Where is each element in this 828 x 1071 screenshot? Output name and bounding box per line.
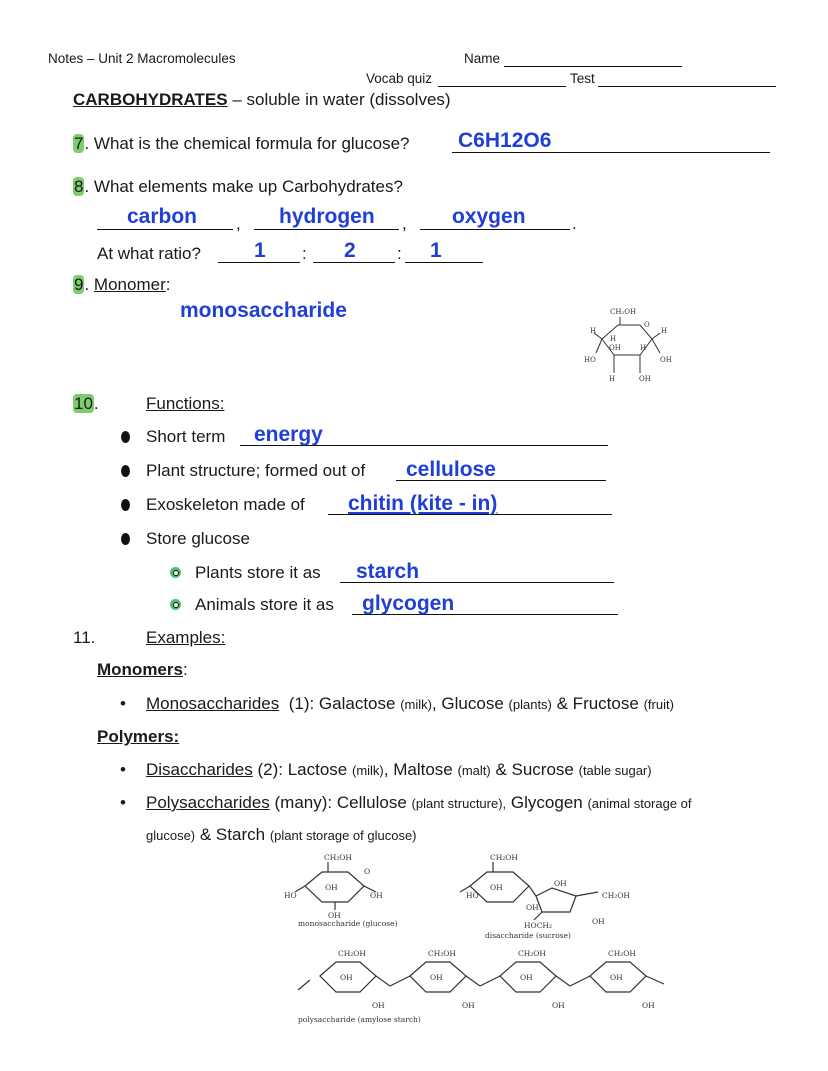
q9-label: Monomer: [93, 275, 166, 294]
sub-bullet-icon: [170, 599, 181, 610]
bullet-icon: •: [120, 694, 126, 713]
q8-number: 8: [74, 177, 84, 196]
disaccharides-line: Disaccharides (2): Lactose (milk), Maltose (malt) & Sucrose (table sugar): [146, 760, 652, 779]
glucose-oh-2: OH: [370, 891, 383, 900]
starch-oh-5: OH: [372, 1001, 385, 1010]
notes-title: Notes – Unit 2 Macromolecules: [48, 51, 236, 66]
q8-blank-2: [254, 229, 399, 230]
name-label: Name: [464, 51, 501, 66]
starch-ch2oh-3: CH₂OH: [518, 949, 546, 958]
sucrose-oh-3: OH: [526, 903, 539, 912]
glucose-oh-3: OH: [328, 911, 341, 920]
sucrose-caption: disaccharide (sucrose): [485, 931, 571, 940]
ring-o: O: [644, 321, 650, 329]
starch-ch2oh-1: CH₂OH: [338, 949, 366, 958]
store-glucose-label: Store glucose: [146, 529, 250, 548]
ring-oh-3: OH: [639, 375, 651, 383]
starch-oh-8: OH: [642, 1001, 655, 1010]
q10-label: Functions:: [146, 394, 225, 413]
sucrose-oh-2: OH: [554, 879, 567, 888]
section-title: CARBOHYDRATES: [73, 90, 228, 109]
ratio-value-3: 1: [430, 239, 442, 262]
sucrose-oh-1: OH: [490, 883, 503, 892]
sucrose-ho: HO: [466, 891, 479, 900]
plant-structure-answer: cellulose: [406, 458, 496, 481]
sucrose-hoch2: HOCH₂: [524, 921, 552, 930]
ring-h-3: H: [610, 335, 617, 343]
question-9: 9. Monomer:: [74, 275, 171, 294]
polysaccharides-line-2: glucose) & Starch (plant storage of glucose): [146, 825, 417, 844]
plant-structure-label: Plant structure; formed out of: [146, 461, 366, 480]
bullet-icon: [121, 431, 130, 443]
ratio-value-2: 2: [344, 239, 356, 262]
ring-oh-1: OH: [609, 344, 621, 352]
starch-ch2oh-4: CH₂OH: [608, 949, 636, 958]
starch-oh-6: OH: [462, 1001, 475, 1010]
glucose-oh-1: OH: [325, 883, 338, 892]
sucrose-ch2oh-2: CH₂OH: [602, 891, 630, 900]
monomers-heading: Monomers:: [97, 660, 188, 679]
vocab-quiz-label: Vocab quiz: [366, 71, 433, 86]
polysaccharides-line: Polysaccharides (many): Cellulose (plant structure), Glycogen (animal storage of: [146, 793, 692, 812]
q8-answer-carbon: carbon: [127, 205, 198, 228]
ring-h-2: H: [661, 327, 668, 335]
exoskeleton-label: Exoskeleton made of: [146, 495, 305, 514]
starch-oh-4: OH: [610, 973, 623, 982]
ring-ho: HO: [584, 356, 596, 364]
glucose-caption: monosaccharide (glucose): [298, 919, 398, 928]
short-term-answer: energy: [254, 423, 323, 446]
bullet-icon: [121, 533, 130, 545]
section-heading: [73, 90, 451, 110]
starch-oh-2: OH: [430, 973, 443, 982]
section-subtitle: – soluble in water (dissolves): [232, 90, 451, 109]
q9-number: 9: [74, 275, 84, 294]
starch-oh-1: OH: [340, 973, 353, 982]
sugar-structures-diagram: [280, 850, 680, 1028]
monosaccharides-line: Monosaccharides (1): Galactose (milk), Glucose (plants) & Fructose (fruit): [146, 694, 674, 713]
glucose-ring-diagram: [578, 303, 678, 385]
starch-ch2oh-2: CH₂OH: [428, 949, 456, 958]
q7-number: 7: [74, 134, 84, 153]
ring-ch2oh: CH₂OH: [610, 308, 637, 316]
q8-blank-1: [97, 229, 233, 230]
bullet-icon: [121, 499, 130, 511]
starch-oh-3: OH: [520, 973, 533, 982]
ring-h-4: H: [640, 344, 647, 352]
plants-store-answer: starch: [356, 560, 420, 583]
q8-text: . What elements make up Carbohydrates?: [84, 177, 403, 196]
q7-answer: C6H12O6: [458, 129, 552, 152]
glucose-ch2oh: CH₂OH: [324, 853, 352, 862]
glucose-ho: HO: [284, 891, 297, 900]
question-11-number: 11.: [73, 628, 96, 647]
ratio-label: At what ratio?: [97, 244, 201, 263]
animals-store-answer: glycogen: [362, 592, 455, 615]
q8-answer-hydrogen: hydrogen: [279, 205, 375, 228]
vocab-quiz-blank: [438, 86, 566, 87]
starch-caption: polysaccharide (amylose starch): [298, 1015, 421, 1024]
bullet-icon: •: [120, 793, 126, 812]
name-blank: [504, 66, 682, 67]
glucose-o: O: [364, 867, 371, 876]
question-8: [73, 177, 403, 197]
ring-h-1: H: [590, 327, 597, 335]
test-label: Test: [570, 71, 595, 86]
q7-text: . What is the chemical formula for glucose?: [84, 134, 410, 153]
question-7: [73, 134, 410, 154]
question-10-number: 10.: [74, 394, 99, 413]
polymers-heading: Polymers:: [97, 727, 180, 746]
starch-oh-7: OH: [552, 1001, 565, 1010]
q11-label: Examples:: [146, 628, 226, 647]
sucrose-ch2oh-1: CH₂OH: [490, 853, 518, 862]
q8-answer-oxygen: oxygen: [452, 205, 526, 228]
test-blank: [598, 86, 776, 87]
animals-store-label: Animals store it as: [195, 595, 334, 614]
bullet-icon: •: [120, 760, 126, 779]
ratio-value-1: 1: [254, 239, 266, 262]
q9-answer: monosaccharide: [180, 299, 347, 322]
ratio-blank-3: [405, 262, 483, 263]
short-term-label: Short term: [146, 427, 226, 446]
sub-bullet-icon: [170, 567, 181, 578]
ring-h-5: H: [609, 375, 616, 383]
q8-blank-3: [420, 229, 570, 230]
plants-store-label: Plants store it as: [195, 563, 321, 582]
sucrose-oh-4: OH: [592, 917, 605, 926]
exoskeleton-answer: chitin (kite - in): [348, 492, 498, 515]
bullet-icon: [121, 465, 130, 477]
ring-oh-2: OH: [660, 356, 672, 364]
